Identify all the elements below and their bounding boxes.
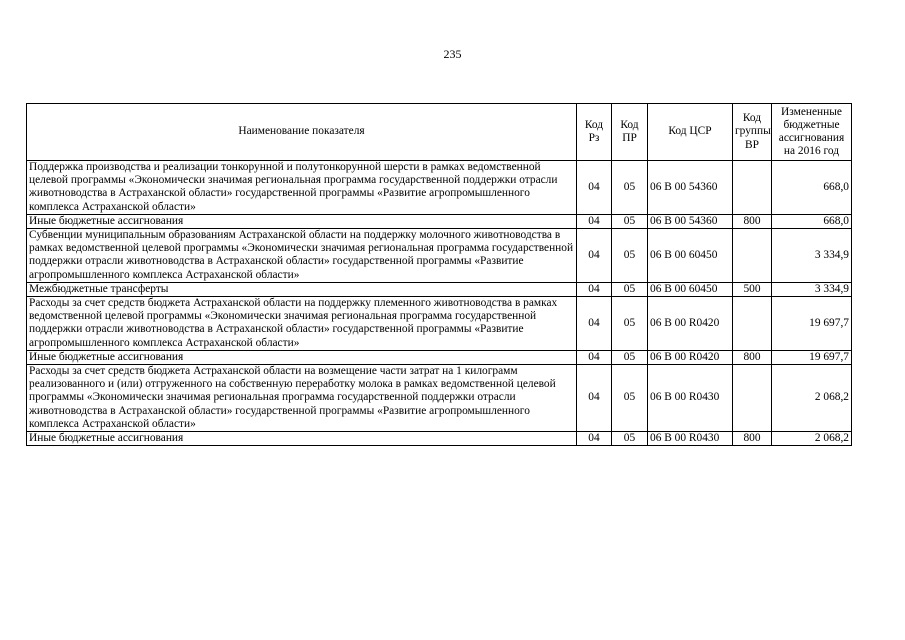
row-vr (733, 229, 772, 283)
row-vr (733, 365, 772, 432)
row-pr: 05 (612, 214, 648, 228)
row-vr: 800 (733, 350, 772, 364)
row-amount: 668,0 (772, 161, 852, 215)
row-name: Иные бюджетные ассигнования (27, 214, 577, 228)
row-rz: 04 (577, 282, 612, 296)
row-amount: 3 334,9 (772, 229, 852, 283)
row-name: Иные бюджетные ассигнования (27, 350, 577, 364)
row-rz: 04 (577, 297, 612, 351)
row-rz: 04 (577, 214, 612, 228)
row-rz: 04 (577, 229, 612, 283)
table-row (27, 161, 852, 215)
table-row (27, 282, 852, 296)
row-amount: 19 697,7 (772, 297, 852, 351)
row-pr: 05 (612, 282, 648, 296)
row-name: Субвенции муниципальным образованиям Астраханской области на поддержку молочного животноводства в рамках ведомственной целевой программы «Экономически значимая региональная программа государственной поддержки отрасли животноводства в Астраханской области» государственной программы «Развитие агропромышленного комплекса Астраханской области» (27, 229, 577, 283)
row-rz: 04 (577, 161, 612, 215)
row-csr: 06 В 00 R0430 (648, 365, 733, 432)
row-amount: 19 697,7 (772, 350, 852, 364)
row-vr (733, 161, 772, 215)
row-amount: 2 068,2 (772, 365, 852, 432)
table-row (27, 365, 852, 432)
row-csr: 06 В 00 R0420 (648, 297, 733, 351)
row-pr: 05 (612, 365, 648, 432)
row-csr: 06 В 00 R0430 (648, 432, 733, 446)
header-amount: Измененные бюджетные ассигнования на 2016 год (772, 104, 852, 161)
row-pr: 05 (612, 161, 648, 215)
row-amount: 2 068,2 (772, 432, 852, 446)
header-csr: Код ЦСР (648, 104, 733, 161)
row-rz: 04 (577, 365, 612, 432)
row-amount: 668,0 (772, 214, 852, 228)
header-name: Наименование показателя (27, 104, 577, 161)
header-pr: Код ПР (612, 104, 648, 161)
row-rz: 04 (577, 350, 612, 364)
row-vr (733, 297, 772, 351)
row-vr: 800 (733, 432, 772, 446)
row-csr: 06 В 00 54360 (648, 214, 733, 228)
header-vr: Код группы ВР (733, 104, 772, 161)
row-name: Расходы за счет средств бюджета Астраханской области на возмещение части затрат на 1 килограмм реализованного и (или) отгруженного на собственную переработку молока в рамках ведомственной целевой программы «Экономически значимая региональная программа государственной поддержки отрасли животноводства в Астраханской области» государственной программы «Развитие агропромышленного комплекса Астраханской области» (27, 365, 577, 432)
row-name: Иные бюджетные ассигнования (27, 432, 577, 446)
row-name: Поддержка производства и реализации тонкорунной и полутонкорунной шерсти в рамках ведомственной целевой программы «Экономически значимая региональная программа государственной поддержки отрасли животноводства в Астраханской области» государственной программы «Развитие агропромышленного комплекса Астраханской области» (27, 161, 577, 215)
header-rz: Код Рз (577, 104, 612, 161)
row-vr: 500 (733, 282, 772, 296)
row-rz: 04 (577, 432, 612, 446)
table-row (27, 214, 852, 228)
row-csr: 06 В 00 60450 (648, 229, 733, 283)
table-header-row (27, 104, 852, 161)
row-pr: 05 (612, 297, 648, 351)
table-row (27, 297, 852, 351)
row-pr: 05 (612, 350, 648, 364)
row-vr: 800 (733, 214, 772, 228)
row-name: Расходы за счет средств бюджета Астраханской области на поддержку племенного животноводства в рамках ведомственной целевой программы «Экономически значимая региональная программа государственной поддержки отрасли животноводства в Астраханской области» государственной программы «Развитие агропромышленного комплекса Астраханской области» (27, 297, 577, 351)
row-name: Межбюджетные трансферты (27, 282, 577, 296)
table-row (27, 229, 852, 283)
row-pr: 05 (612, 432, 648, 446)
row-csr: 06 В 00 60450 (648, 282, 733, 296)
row-csr: 06 В 00 R0420 (648, 350, 733, 364)
row-pr: 05 (612, 229, 648, 283)
budget-table (26, 103, 852, 446)
table-row (27, 432, 852, 446)
page-number: 235 (443, 47, 462, 61)
row-csr: 06 В 00 54360 (648, 161, 733, 215)
table-row (27, 350, 852, 364)
row-amount: 3 334,9 (772, 282, 852, 296)
